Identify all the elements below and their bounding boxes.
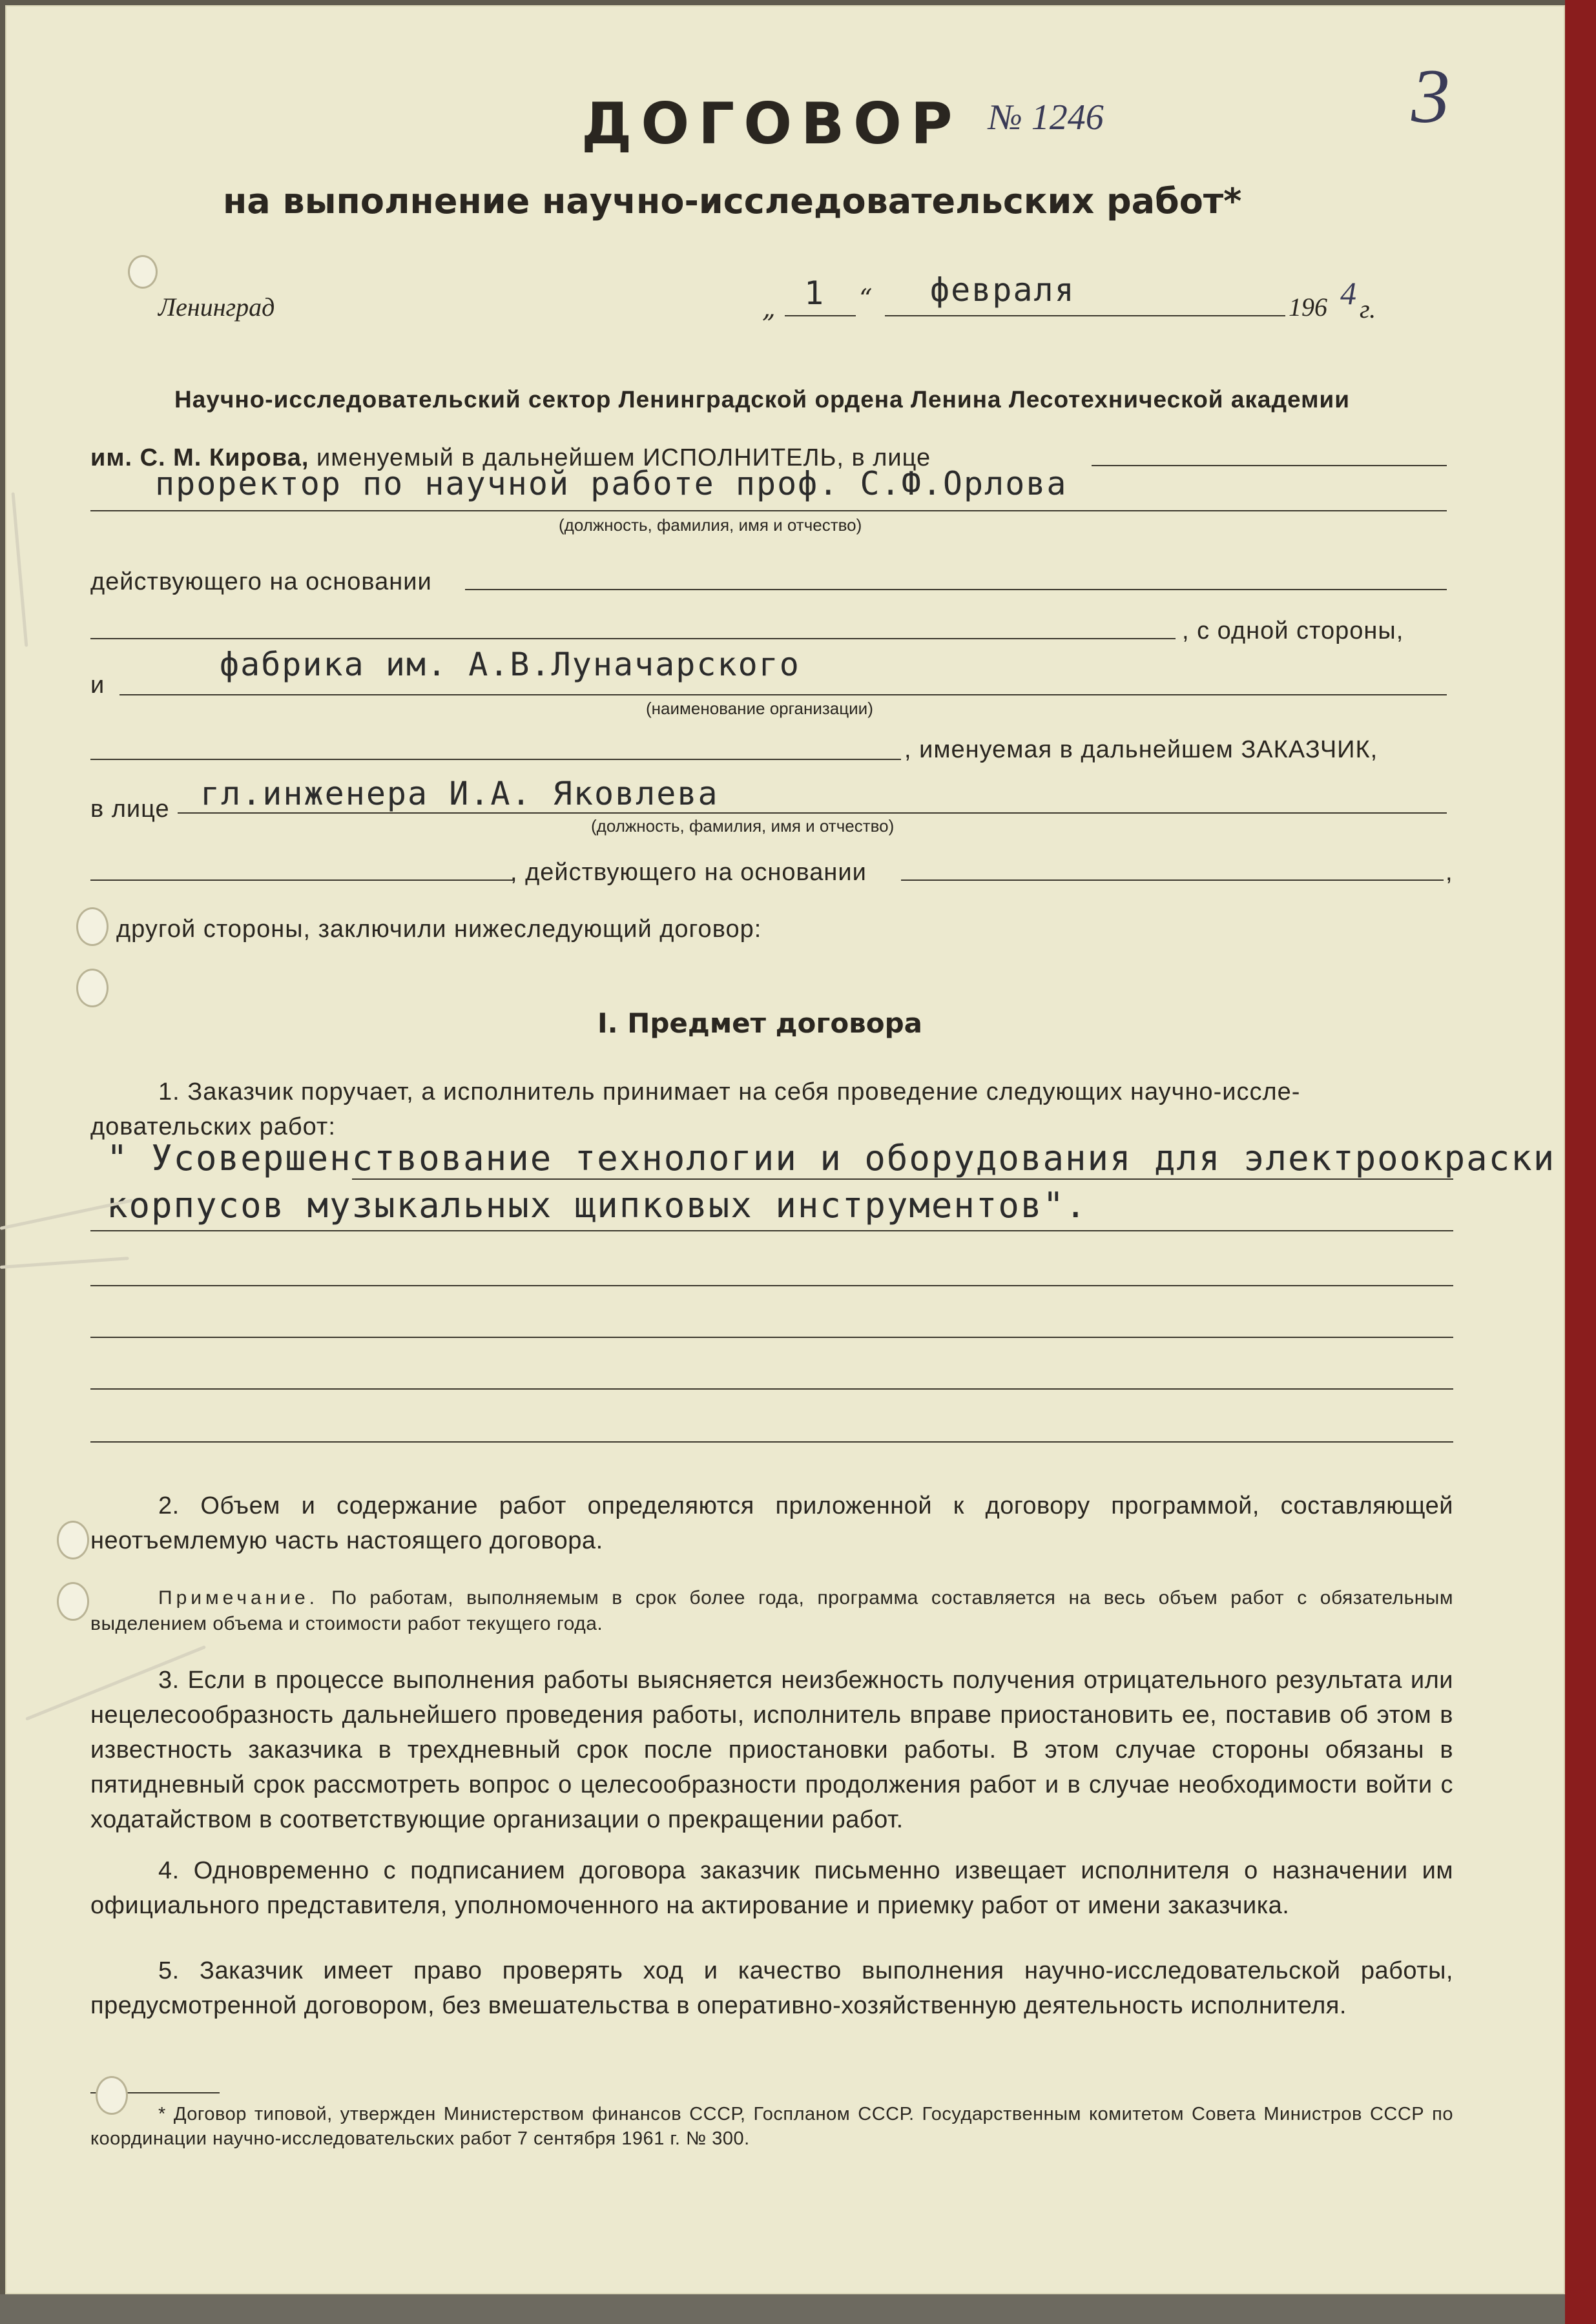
contract-number: № 1246 bbox=[988, 98, 1104, 138]
customer-named: , именуемая в дальнейшем ЗАКАЗЧИК, bbox=[904, 736, 1378, 763]
date-month-line bbox=[885, 315, 1285, 316]
work-title-line2: корпусов музыкальных щипковых инструментов". bbox=[107, 1185, 1088, 1226]
date-day-line bbox=[785, 315, 856, 316]
document-title: ДОГОВОР bbox=[581, 90, 962, 157]
binding-hole bbox=[96, 2076, 128, 2115]
note-text: По работам, выполняемым в срок более года, программа составляется на весь объем работ с обязательным выделением объема и стоимости работ текущего года. bbox=[90, 1587, 1453, 1634]
fill-line bbox=[901, 879, 1444, 881]
fill-line bbox=[352, 1178, 1453, 1180]
date-year-unit: г. bbox=[1360, 294, 1376, 324]
note-label: Примечание. bbox=[158, 1587, 318, 1609]
binding-hole bbox=[57, 1521, 89, 1559]
one-side: , с одной стороны, bbox=[1182, 617, 1404, 644]
fill-line bbox=[90, 638, 1176, 639]
fill-line bbox=[90, 510, 1447, 511]
binding-edge bbox=[1565, 0, 1596, 2324]
caption-position2: (должность, фамилия, имя и отчество) bbox=[591, 816, 895, 836]
work-title-line1: " Усовершенствование технологии и оборудования для электроокраски bbox=[107, 1138, 1556, 1178]
caption-position: (должность, фамилия, имя и отчество) bbox=[559, 515, 862, 535]
acting-basis2: , действующего на основании bbox=[510, 859, 867, 886]
fill-line bbox=[90, 1230, 1453, 1231]
fill-line bbox=[90, 1337, 1453, 1338]
quote-close: “ bbox=[859, 284, 873, 314]
and-word: и bbox=[90, 672, 105, 699]
caption-org: (наименование организации) bbox=[646, 699, 873, 718]
date-year-suffix: 4 bbox=[1340, 275, 1356, 311]
page-number: 3 bbox=[1411, 53, 1450, 139]
date-day: 1 bbox=[804, 274, 825, 312]
p1-text: 1. Заказчик поручает, а исполнитель принимает на себя проведение следующих научно-иссле- bbox=[158, 1078, 1301, 1105]
in-person: в лице bbox=[90, 796, 170, 823]
scan-bottom-edge bbox=[0, 2294, 1565, 2324]
customer-person: гл.инженера И.А. Яковлева bbox=[200, 775, 719, 812]
note bbox=[90, 1585, 1453, 1637]
quote-open: „ bbox=[762, 294, 776, 324]
paragraph-3: 3. Если в процессе выполнения работы выясняется неизбежность получения отрицательного результата или нецелесообразность дальнейшего проведения работы, исполнитель вправе приостановить ее, поставив об этом в известность заказчика в трехдневный срок после приостановки работы. В этом случае стороны обязаны в пятидневный срок рассмотреть вопрос о целесообразности продолжения работ и в случае необходимости войти с ходатайством в соответствующие организации о прекращении работ. bbox=[90, 1667, 1453, 1833]
comma: , bbox=[1446, 859, 1453, 886]
section-heading: I. Предмет договора bbox=[597, 1007, 923, 1039]
paragraph-4: 4. Одновременно с подписанием договора заказчик письменно извещает исполнителя о назначении им официального представителя, уполномоченного на актирование и приемку работ от имени заказчика. bbox=[90, 1857, 1453, 1919]
fill-line bbox=[119, 694, 1447, 695]
executor-role: именуемый в дальнейшем ИСПОЛНИТЕЛЬ, в лице bbox=[309, 444, 931, 471]
city: Ленинград bbox=[158, 293, 275, 322]
binding-hole bbox=[57, 1582, 89, 1621]
fill-line bbox=[90, 1441, 1453, 1443]
executor-person: проректор по научной работе проф. С.Ф.Орлова bbox=[155, 465, 1068, 502]
footnote: * Договор типовой, утвержден Министерством финансов СССР, Госпланом СССР. Государственным комитетом Совета Министров СССР по координации научно-исследовательских работ 7 сентября 1961 г. № 300. bbox=[90, 2104, 1453, 2149]
date-year-prefix: 196 bbox=[1289, 293, 1327, 322]
executor-name: им. С. М. Кирова, bbox=[90, 444, 309, 471]
fill-line bbox=[90, 879, 513, 881]
paragraph-2: 2. Объем и содержание работ определяются приложенной к договору программой, составляющей неотъемлемую часть настоящего договора. bbox=[90, 1492, 1453, 1554]
fill-line bbox=[90, 1388, 1453, 1390]
fill-line bbox=[90, 1285, 1453, 1286]
fill-line bbox=[465, 589, 1447, 590]
acting-basis: действующего на основании bbox=[90, 568, 432, 595]
customer-org: фабрика им. А.В.Луначарского bbox=[220, 646, 800, 683]
other-side: другой стороны, заключили нижеследующий договор: bbox=[116, 916, 762, 943]
paragraph-5: 5. Заказчик имеет право проверять ход и качество выполнения научно-исследовательской работы, предусмотренной договором, без вмешательства в оперативно-хозяйственную деятельность исполнителя. bbox=[90, 1957, 1453, 2019]
executor-line1: Научно-исследовательский сектор Ленинградской ордена Ленина Лесотехнической академии bbox=[174, 386, 1350, 413]
p1-text2: довательских работ: bbox=[90, 1113, 336, 1140]
fill-line bbox=[1092, 465, 1447, 466]
binding-hole bbox=[128, 255, 158, 289]
date-month: февраля bbox=[930, 271, 1075, 309]
document-subtitle: на выполнение научно-исследовательских работ* bbox=[223, 181, 1242, 221]
fill-line bbox=[178, 812, 1447, 814]
fill-line bbox=[90, 759, 901, 760]
binding-hole bbox=[76, 969, 109, 1007]
binding-hole bbox=[76, 907, 109, 946]
